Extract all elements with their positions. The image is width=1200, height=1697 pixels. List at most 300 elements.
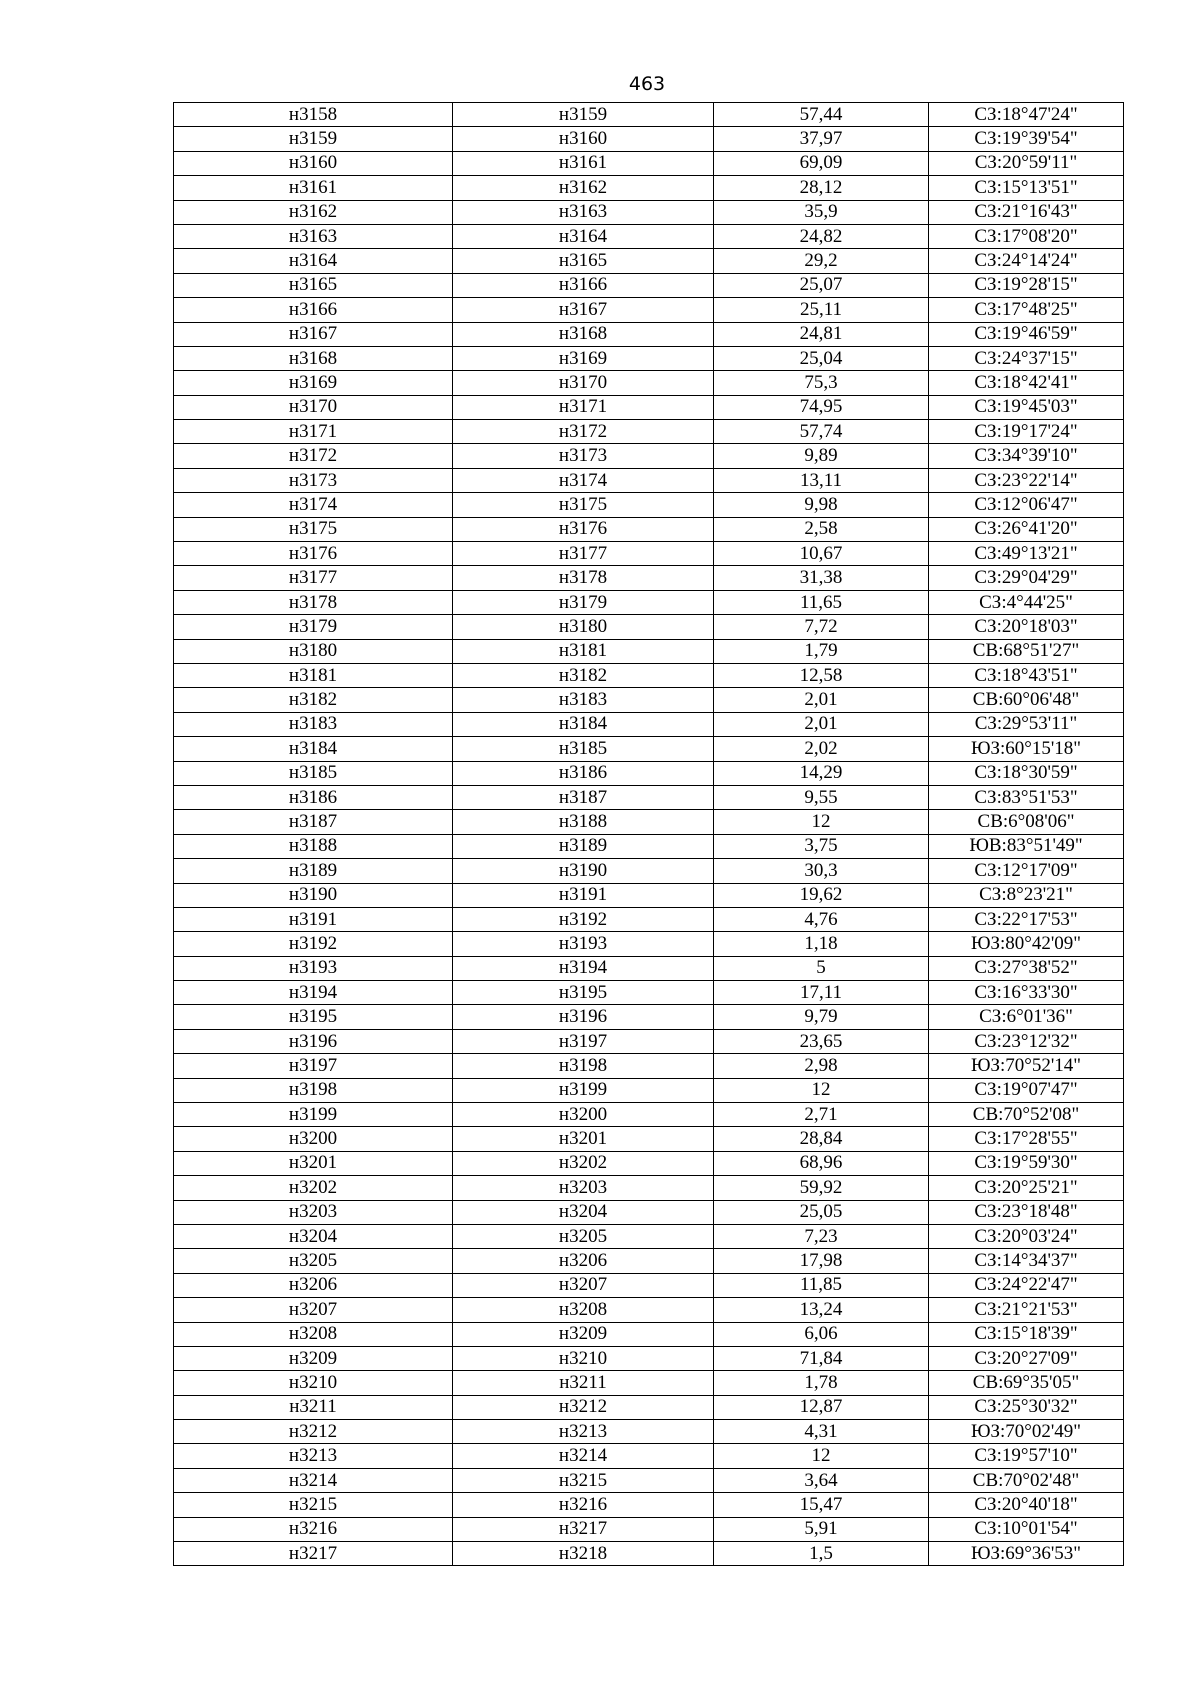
to-point-cell: н3208 (453, 1298, 714, 1322)
distance-cell: 1,5 (714, 1542, 929, 1566)
from-point-cell: н3168 (174, 346, 453, 370)
distance-cell: 75,3 (714, 371, 929, 395)
to-point-cell: н3189 (453, 834, 714, 858)
from-point-cell: н3169 (174, 371, 453, 395)
to-point-cell: н3162 (453, 176, 714, 200)
distance-cell: 74,95 (714, 395, 929, 419)
distance-cell: 12,87 (714, 1395, 929, 1419)
table-row (174, 493, 1124, 517)
bearing-cell: СЗ:12°17'09" (929, 859, 1124, 883)
distance-cell: 12,58 (714, 663, 929, 687)
table-row (174, 1346, 1124, 1370)
distance-cell: 1,78 (714, 1371, 929, 1395)
from-point-cell: н3183 (174, 712, 453, 736)
to-point-cell: н3187 (453, 785, 714, 809)
from-point-cell: н3199 (174, 1103, 453, 1127)
from-point-cell: н3171 (174, 420, 453, 444)
to-point-cell: н3183 (453, 688, 714, 712)
bearing-cell: СЗ:21°16'43" (929, 200, 1124, 224)
to-point-cell: н3170 (453, 371, 714, 395)
bearing-cell: СЗ:19°39'54" (929, 127, 1124, 151)
table-row (174, 200, 1124, 224)
from-point-cell: н3217 (174, 1542, 453, 1566)
distance-cell: 57,74 (714, 420, 929, 444)
table-row (174, 1322, 1124, 1346)
to-point-cell: н3166 (453, 273, 714, 297)
from-point-cell: н3203 (174, 1200, 453, 1224)
from-point-cell: н3175 (174, 517, 453, 541)
distance-cell: 3,75 (714, 834, 929, 858)
bearing-cell: ЮЗ:60°15'18" (929, 737, 1124, 761)
table-row (174, 810, 1124, 834)
bearing-cell: СВ:60°06'48" (929, 688, 1124, 712)
bearing-cell: СЗ:20°25'21" (929, 1176, 1124, 1200)
distance-cell: 9,98 (714, 493, 929, 517)
table-row (174, 1273, 1124, 1297)
to-point-cell: н3181 (453, 639, 714, 663)
distance-cell: 12 (714, 1444, 929, 1468)
to-point-cell: н3213 (453, 1420, 714, 1444)
bearing-cell: СВ:70°02'48" (929, 1468, 1124, 1492)
distance-cell: 57,44 (714, 103, 929, 127)
to-point-cell: н3165 (453, 249, 714, 273)
from-point-cell: н3192 (174, 932, 453, 956)
table-row (174, 1200, 1124, 1224)
distance-cell: 25,05 (714, 1200, 929, 1224)
distance-cell: 5,91 (714, 1517, 929, 1541)
bearing-cell: СЗ:15°18'39" (929, 1322, 1124, 1346)
bearing-cell: СЗ:18°30'59" (929, 761, 1124, 785)
table-row (174, 663, 1124, 687)
from-point-cell: н3211 (174, 1395, 453, 1419)
from-point-cell: н3180 (174, 639, 453, 663)
bearing-cell: СЗ:19°46'59" (929, 322, 1124, 346)
from-point-cell: н3181 (174, 663, 453, 687)
table-row (174, 1444, 1124, 1468)
distance-cell: 19,62 (714, 883, 929, 907)
to-point-cell: н3188 (453, 810, 714, 834)
distance-cell: 2,98 (714, 1054, 929, 1078)
table-row (174, 1054, 1124, 1078)
distance-cell: 28,84 (714, 1127, 929, 1151)
from-point-cell: н3174 (174, 493, 453, 517)
to-point-cell: н3198 (453, 1054, 714, 1078)
table-row (174, 932, 1124, 956)
from-point-cell: н3159 (174, 127, 453, 151)
bearing-cell: СЗ:34°39'10" (929, 444, 1124, 468)
from-point-cell: н3176 (174, 542, 453, 566)
table-row (174, 956, 1124, 980)
table-row (174, 249, 1124, 273)
bearing-cell: СЗ:16°33'30" (929, 981, 1124, 1005)
from-point-cell: н3188 (174, 834, 453, 858)
to-point-cell: н3196 (453, 1005, 714, 1029)
distance-cell: 12 (714, 810, 929, 834)
to-point-cell: н3195 (453, 981, 714, 1005)
bearing-cell: СЗ:24°22'47" (929, 1273, 1124, 1297)
distance-cell: 11,85 (714, 1273, 929, 1297)
bearing-cell: СЗ:29°53'11" (929, 712, 1124, 736)
from-point-cell: н3213 (174, 1444, 453, 1468)
table-row (174, 785, 1124, 809)
table-row (174, 1151, 1124, 1175)
page-number: 463 (628, 73, 666, 95)
to-point-cell: н3176 (453, 517, 714, 541)
table-row (174, 1468, 1124, 1492)
from-point-cell: н3198 (174, 1078, 453, 1102)
distance-cell: 11,65 (714, 590, 929, 614)
to-point-cell: н3160 (453, 127, 714, 151)
from-point-cell: н3216 (174, 1517, 453, 1541)
to-point-cell: н3202 (453, 1151, 714, 1175)
bearing-cell: СЗ:4°44'25" (929, 590, 1124, 614)
from-point-cell: н3201 (174, 1151, 453, 1175)
distance-cell: 30,3 (714, 859, 929, 883)
table-row (174, 371, 1124, 395)
to-point-cell: н3186 (453, 761, 714, 785)
distance-cell: 2,01 (714, 712, 929, 736)
table-row (174, 346, 1124, 370)
table-row (174, 542, 1124, 566)
from-point-cell: н3177 (174, 566, 453, 590)
from-point-cell: н3189 (174, 859, 453, 883)
from-point-cell: н3196 (174, 1029, 453, 1053)
from-point-cell: н3173 (174, 468, 453, 492)
from-point-cell: н3162 (174, 200, 453, 224)
bearing-cell: СЗ:23°18'48" (929, 1200, 1124, 1224)
bearing-cell: ЮВ:83°51'49" (929, 834, 1124, 858)
distance-cell: 5 (714, 956, 929, 980)
bearing-cell: ЮЗ:80°42'09" (929, 932, 1124, 956)
distance-cell: 17,11 (714, 981, 929, 1005)
to-point-cell: н3200 (453, 1103, 714, 1127)
distance-cell: 37,97 (714, 127, 929, 151)
from-point-cell: н3185 (174, 761, 453, 785)
distance-cell: 29,2 (714, 249, 929, 273)
table-row (174, 981, 1124, 1005)
to-point-cell: н3206 (453, 1249, 714, 1273)
bearing-cell: СЗ:27°38'52" (929, 956, 1124, 980)
from-point-cell: н3212 (174, 1420, 453, 1444)
to-point-cell: н3167 (453, 298, 714, 322)
from-point-cell: н3206 (174, 1273, 453, 1297)
bearing-cell: СЗ:14°34'37" (929, 1249, 1124, 1273)
table-row (174, 1078, 1124, 1102)
table-row (174, 103, 1124, 127)
distance-cell: 9,55 (714, 785, 929, 809)
from-point-cell: н3172 (174, 444, 453, 468)
table-row (174, 1029, 1124, 1053)
to-point-cell: н3193 (453, 932, 714, 956)
from-point-cell: н3186 (174, 785, 453, 809)
distance-cell: 12 (714, 1078, 929, 1102)
to-point-cell: н3163 (453, 200, 714, 224)
from-point-cell: н3190 (174, 883, 453, 907)
bearing-cell: СЗ:19°59'30" (929, 1151, 1124, 1175)
to-point-cell: н3159 (453, 103, 714, 127)
from-point-cell: н3179 (174, 615, 453, 639)
from-point-cell: н3167 (174, 322, 453, 346)
bearing-cell: СЗ:19°45'03" (929, 395, 1124, 419)
distance-cell: 7,23 (714, 1224, 929, 1248)
bearing-cell: СЗ:20°18'03" (929, 615, 1124, 639)
bearing-cell: СВ:69°35'05" (929, 1371, 1124, 1395)
bearing-cell: СВ:70°52'08" (929, 1103, 1124, 1127)
from-point-cell: н3197 (174, 1054, 453, 1078)
to-point-cell: н3182 (453, 663, 714, 687)
table-row (174, 859, 1124, 883)
from-point-cell: н3214 (174, 1468, 453, 1492)
distance-cell: 15,47 (714, 1493, 929, 1517)
table-row (174, 1127, 1124, 1151)
distance-cell: 24,81 (714, 322, 929, 346)
table-row (174, 737, 1124, 761)
table-row (174, 151, 1124, 175)
to-point-cell: н3190 (453, 859, 714, 883)
bearing-cell: СЗ:24°37'15" (929, 346, 1124, 370)
to-point-cell: н3210 (453, 1346, 714, 1370)
table-row (174, 1176, 1124, 1200)
bearing-cell: СЗ:23°12'32" (929, 1029, 1124, 1053)
bearing-cell: СЗ:26°41'20" (929, 517, 1124, 541)
table-row (174, 444, 1124, 468)
to-point-cell: н3177 (453, 542, 714, 566)
distance-cell: 35,9 (714, 200, 929, 224)
bearing-cell: СЗ:18°42'41" (929, 371, 1124, 395)
table-row (174, 224, 1124, 248)
table-row (174, 1542, 1124, 1566)
from-point-cell: н3195 (174, 1005, 453, 1029)
from-point-cell: н3215 (174, 1493, 453, 1517)
distance-cell: 2,02 (714, 737, 929, 761)
to-point-cell: н3216 (453, 1493, 714, 1517)
to-point-cell: н3178 (453, 566, 714, 590)
table-row (174, 712, 1124, 736)
distance-cell: 31,38 (714, 566, 929, 590)
table-row (174, 1224, 1124, 1248)
from-point-cell: н3178 (174, 590, 453, 614)
distance-cell: 1,79 (714, 639, 929, 663)
bearing-cell: ЮЗ:70°52'14" (929, 1054, 1124, 1078)
table-body (174, 103, 1124, 1566)
bearing-cell: СЗ:6°01'36" (929, 1005, 1124, 1029)
table-row (174, 1371, 1124, 1395)
to-point-cell: н3205 (453, 1224, 714, 1248)
bearing-cell: СЗ:19°07'47" (929, 1078, 1124, 1102)
bearing-cell: ЮЗ:70°02'49" (929, 1420, 1124, 1444)
from-point-cell: н3164 (174, 249, 453, 273)
from-point-cell: н3193 (174, 956, 453, 980)
bearing-cell: СЗ:15°13'51" (929, 176, 1124, 200)
from-point-cell: н3207 (174, 1298, 453, 1322)
to-point-cell: н3161 (453, 151, 714, 175)
bearing-cell: СВ:68°51'27" (929, 639, 1124, 663)
from-point-cell: н3202 (174, 1176, 453, 1200)
table-row (174, 834, 1124, 858)
from-point-cell: н3170 (174, 395, 453, 419)
table-row (174, 1249, 1124, 1273)
from-point-cell: н3184 (174, 737, 453, 761)
bearing-cell: СЗ:29°04'29" (929, 566, 1124, 590)
to-point-cell: н3169 (453, 346, 714, 370)
distance-cell: 13,11 (714, 468, 929, 492)
distance-cell: 23,65 (714, 1029, 929, 1053)
table-row (174, 273, 1124, 297)
distance-cell: 9,79 (714, 1005, 929, 1029)
distance-cell: 28,12 (714, 176, 929, 200)
to-point-cell: н3171 (453, 395, 714, 419)
distance-cell: 24,82 (714, 224, 929, 248)
from-point-cell: н3182 (174, 688, 453, 712)
table-row (174, 395, 1124, 419)
distance-cell: 59,92 (714, 1176, 929, 1200)
to-point-cell: н3209 (453, 1322, 714, 1346)
distance-cell: 17,98 (714, 1249, 929, 1273)
to-point-cell: н3197 (453, 1029, 714, 1053)
table-row (174, 420, 1124, 444)
to-point-cell: н3217 (453, 1517, 714, 1541)
table-row (174, 1298, 1124, 1322)
distance-cell: 1,18 (714, 932, 929, 956)
table-row (174, 517, 1124, 541)
to-point-cell: н3185 (453, 737, 714, 761)
table-row (174, 761, 1124, 785)
table-row (174, 590, 1124, 614)
bearing-cell: СЗ:12°06'47" (929, 493, 1124, 517)
from-point-cell: н3204 (174, 1224, 453, 1248)
to-point-cell: н3172 (453, 420, 714, 444)
to-point-cell: н3218 (453, 1542, 714, 1566)
to-point-cell: н3214 (453, 1444, 714, 1468)
survey-table (173, 102, 1124, 1566)
table-row (174, 615, 1124, 639)
to-point-cell: н3215 (453, 1468, 714, 1492)
from-point-cell: н3161 (174, 176, 453, 200)
table-row (174, 322, 1124, 346)
to-point-cell: н3203 (453, 1176, 714, 1200)
from-point-cell: н3191 (174, 907, 453, 931)
bearing-cell: СЗ:17°08'20" (929, 224, 1124, 248)
to-point-cell: н3207 (453, 1273, 714, 1297)
distance-cell: 13,24 (714, 1298, 929, 1322)
distance-cell: 9,89 (714, 444, 929, 468)
bearing-cell: СЗ:21°21'53" (929, 1298, 1124, 1322)
distance-cell: 6,06 (714, 1322, 929, 1346)
table-row (174, 907, 1124, 931)
to-point-cell: н3211 (453, 1371, 714, 1395)
bearing-cell: СЗ:25°30'32" (929, 1395, 1124, 1419)
from-point-cell: н3194 (174, 981, 453, 1005)
to-point-cell: н3204 (453, 1200, 714, 1224)
from-point-cell: н3210 (174, 1371, 453, 1395)
to-point-cell: н3175 (453, 493, 714, 517)
to-point-cell: н3201 (453, 1127, 714, 1151)
to-point-cell: н3173 (453, 444, 714, 468)
bearing-cell: ЮЗ:69°36'53" (929, 1542, 1124, 1566)
to-point-cell: н3164 (453, 224, 714, 248)
table-row (174, 1517, 1124, 1541)
table-row (174, 1005, 1124, 1029)
distance-cell: 4,76 (714, 907, 929, 931)
distance-cell: 3,64 (714, 1468, 929, 1492)
to-point-cell: н3194 (453, 956, 714, 980)
from-point-cell: н3187 (174, 810, 453, 834)
table-row (174, 468, 1124, 492)
distance-cell: 2,58 (714, 517, 929, 541)
table-row (174, 566, 1124, 590)
bearing-cell: СЗ:23°22'14" (929, 468, 1124, 492)
bearing-cell: СЗ:20°59'11" (929, 151, 1124, 175)
from-point-cell: н3205 (174, 1249, 453, 1273)
distance-cell: 10,67 (714, 542, 929, 566)
table-row (174, 127, 1124, 151)
to-point-cell: н3199 (453, 1078, 714, 1102)
distance-cell: 25,11 (714, 298, 929, 322)
bearing-cell: СЗ:49°13'21" (929, 542, 1124, 566)
bearing-cell: СЗ:19°57'10" (929, 1444, 1124, 1468)
from-point-cell: н3166 (174, 298, 453, 322)
table-row (174, 1395, 1124, 1419)
to-point-cell: н3212 (453, 1395, 714, 1419)
to-point-cell: н3180 (453, 615, 714, 639)
from-point-cell: н3165 (174, 273, 453, 297)
bearing-cell: СЗ:8°23'21" (929, 883, 1124, 907)
table-row (174, 1420, 1124, 1444)
to-point-cell: н3168 (453, 322, 714, 346)
from-point-cell: н3200 (174, 1127, 453, 1151)
bearing-cell: СЗ:20°40'18" (929, 1493, 1124, 1517)
bearing-cell: СЗ:17°48'25" (929, 298, 1124, 322)
bearing-cell: СЗ:17°28'55" (929, 1127, 1124, 1151)
distance-cell: 14,29 (714, 761, 929, 785)
from-point-cell: н3158 (174, 103, 453, 127)
bearing-cell: СЗ:20°03'24" (929, 1224, 1124, 1248)
distance-cell: 71,84 (714, 1346, 929, 1370)
from-point-cell: н3160 (174, 151, 453, 175)
to-point-cell: н3174 (453, 468, 714, 492)
distance-cell: 25,04 (714, 346, 929, 370)
to-point-cell: н3179 (453, 590, 714, 614)
to-point-cell: н3192 (453, 907, 714, 931)
distance-cell: 69,09 (714, 151, 929, 175)
from-point-cell: н3209 (174, 1346, 453, 1370)
distance-cell: 4,31 (714, 1420, 929, 1444)
table-row (174, 688, 1124, 712)
bearing-cell: СЗ:10°01'54" (929, 1517, 1124, 1541)
bearing-cell: СЗ:19°17'24" (929, 420, 1124, 444)
to-point-cell: н3184 (453, 712, 714, 736)
distance-cell: 25,07 (714, 273, 929, 297)
distance-cell: 2,71 (714, 1103, 929, 1127)
bearing-cell: СЗ:19°28'15" (929, 273, 1124, 297)
distance-cell: 7,72 (714, 615, 929, 639)
table-row (174, 639, 1124, 663)
bearing-cell: СВ:6°08'06" (929, 810, 1124, 834)
bearing-cell: СЗ:20°27'09" (929, 1346, 1124, 1370)
from-point-cell: н3163 (174, 224, 453, 248)
bearing-cell: СЗ:22°17'53" (929, 907, 1124, 931)
table-row (174, 883, 1124, 907)
table-row (174, 1493, 1124, 1517)
table-row (174, 176, 1124, 200)
table-row (174, 1103, 1124, 1127)
to-point-cell: н3191 (453, 883, 714, 907)
bearing-cell: СЗ:18°43'51" (929, 663, 1124, 687)
bearing-cell: СЗ:24°14'24" (929, 249, 1124, 273)
from-point-cell: н3208 (174, 1322, 453, 1346)
distance-cell: 2,01 (714, 688, 929, 712)
bearing-cell: СЗ:18°47'24" (929, 103, 1124, 127)
